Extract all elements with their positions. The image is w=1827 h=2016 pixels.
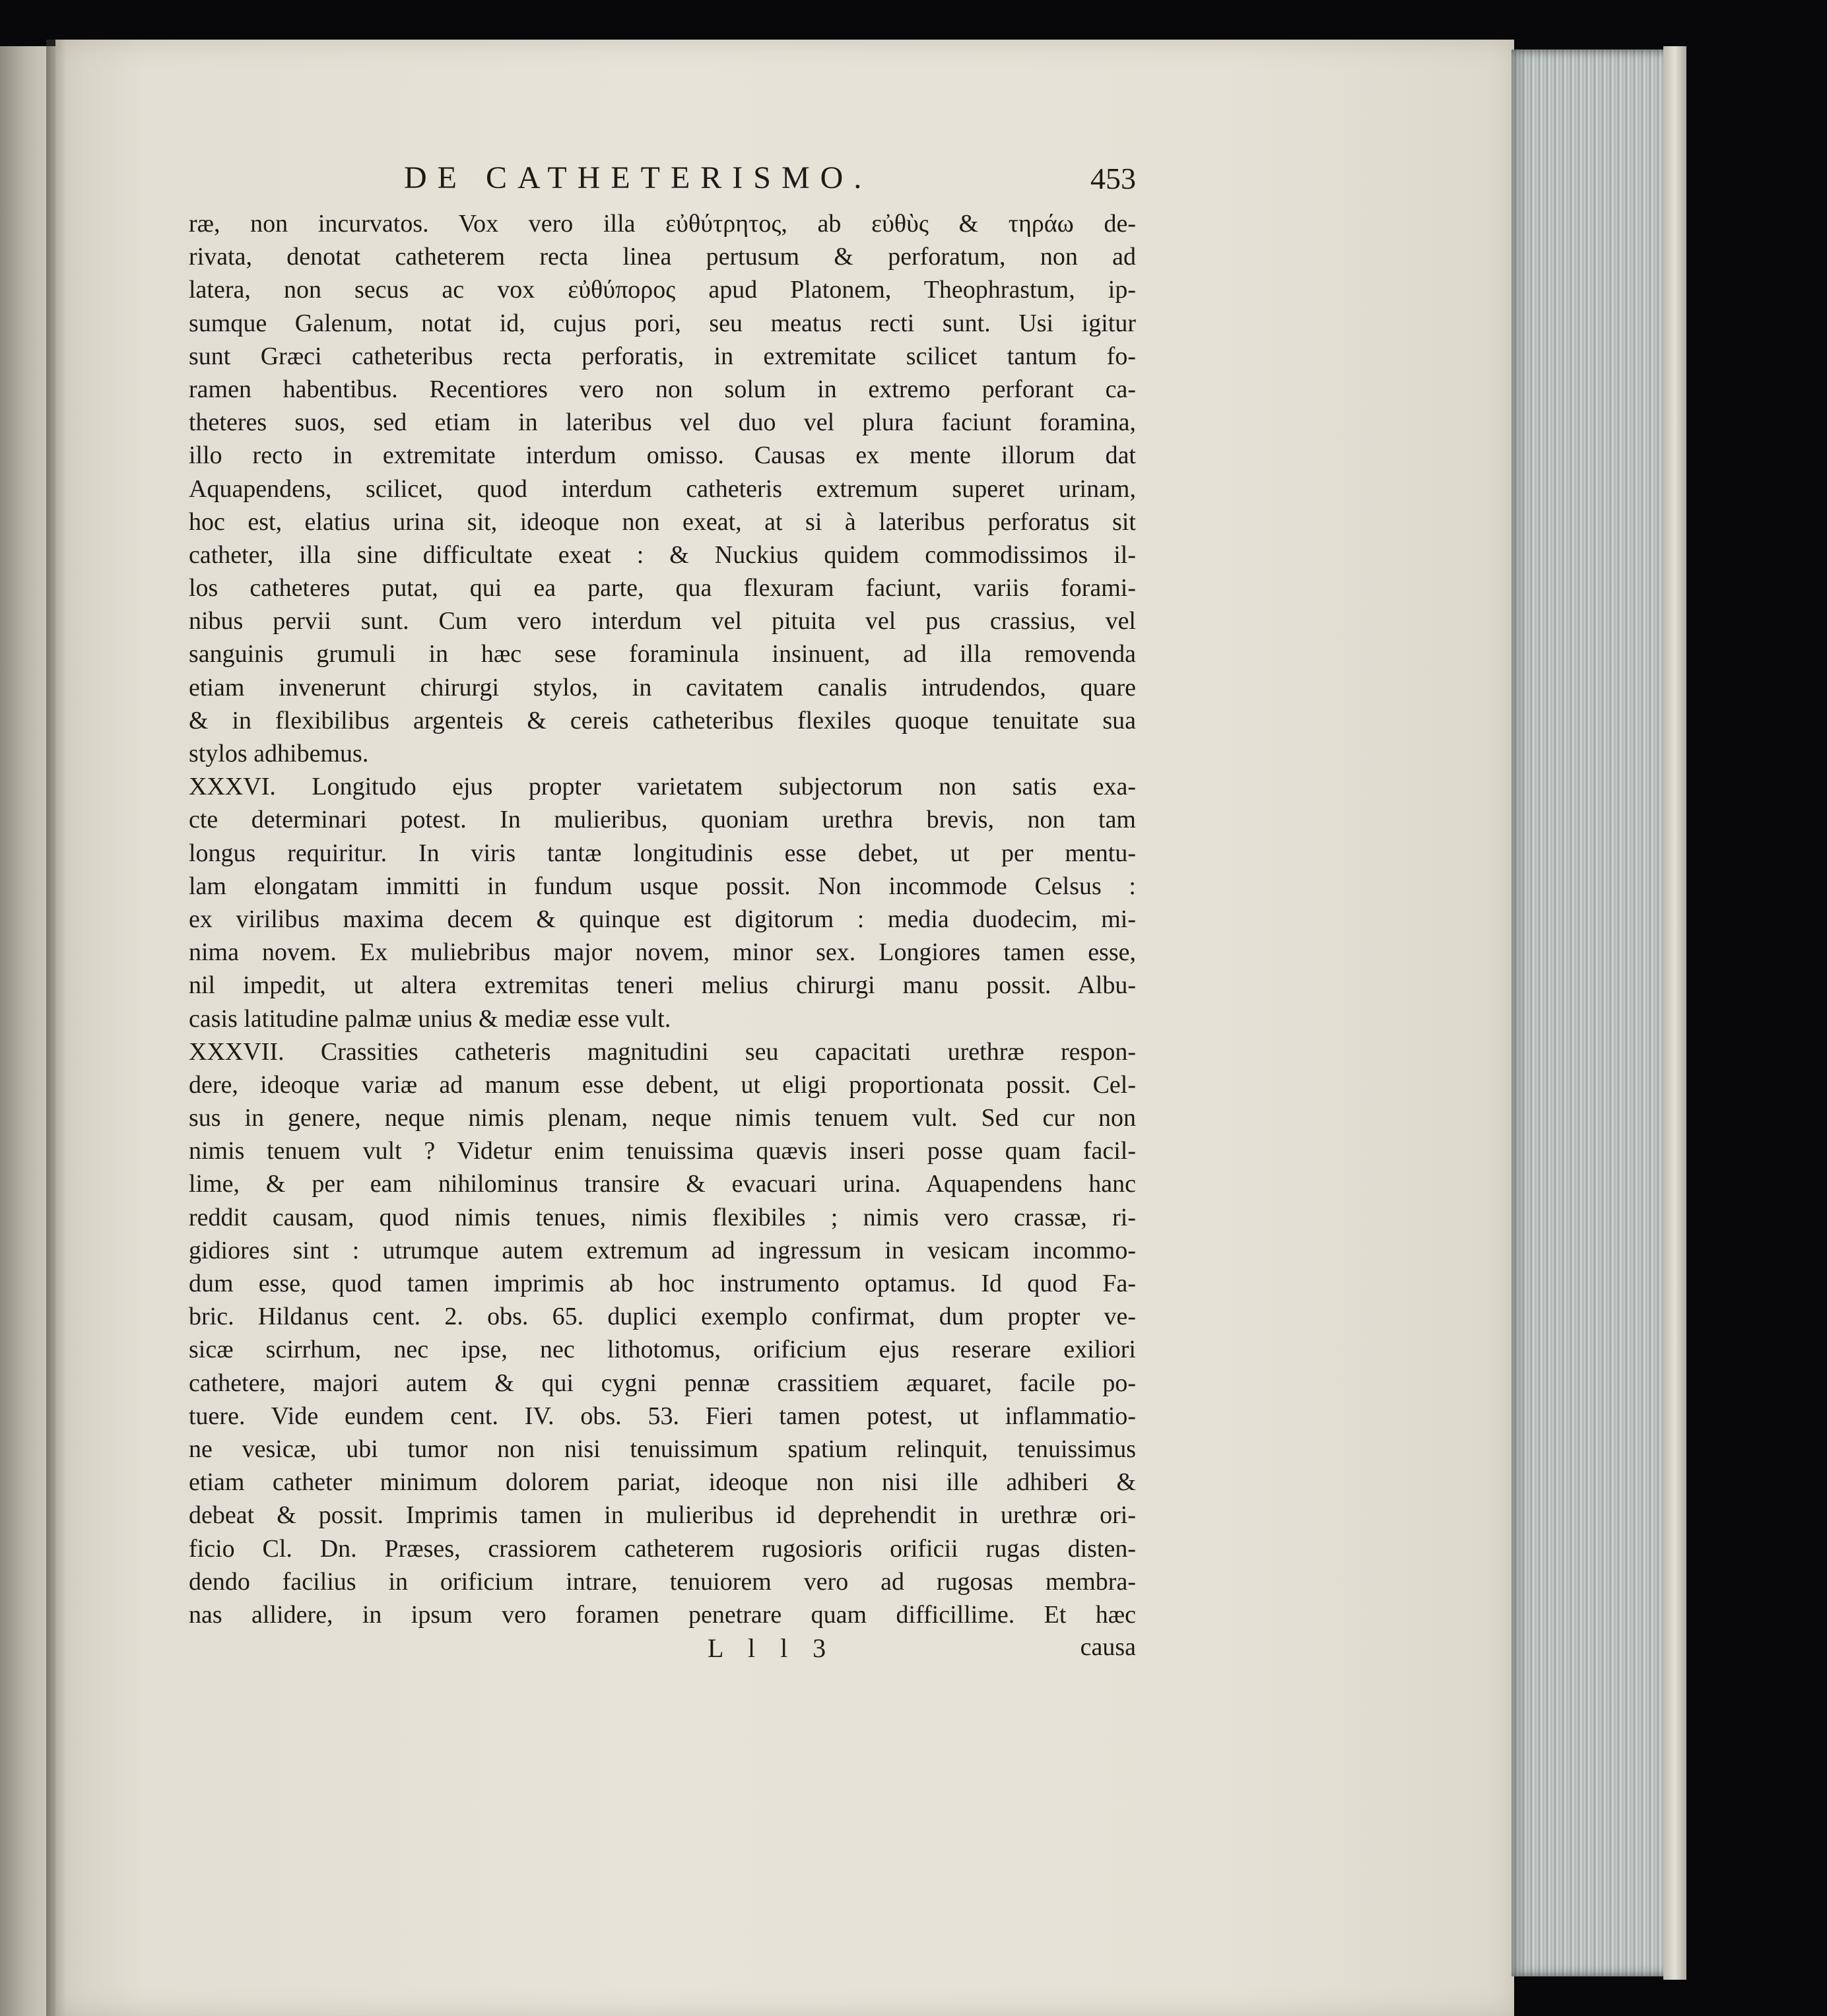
text-line: illo recto in extremitate interdum omisso. Causas ex mente illorum dat — [189, 441, 1136, 470]
text-line: & in flexibilibus argenteis & cereis catheteribus flexiles quoque tenuitate sua — [189, 706, 1136, 734]
text-line: tuere. Vide eundem cent. IV. obs. 53. Fieri tamen potest, ut inflammatio- — [189, 1402, 1136, 1430]
body-text — [189, 207, 1136, 1631]
text-line: nil impedit, ut altera extremitas teneri melius chirurgi manu possit. Albu- — [189, 971, 1136, 1000]
text-line: etiam catheter minimum dolorem pariat, ideoque non nisi ille adhiberi & — [189, 1468, 1136, 1497]
text-line: ficio Cl. Dn. Præses, crassiorem catheterem rugosioris orificii rugas disten- — [189, 1534, 1136, 1563]
text-line: bric. Hildanus cent. 2. obs. 65. duplici exemplo confirmat, dum propter ve- — [189, 1303, 1136, 1331]
text-line: ræ, non incurvatos. Vox vero illa εὐθύτρητος, ab εὐθὺς & τηράω de- — [189, 210, 1136, 238]
text-line: catheter, illa sine difficultate exeat : & Nuckius quidem commodissimos il- — [189, 540, 1136, 569]
page-number: 453 — [1090, 162, 1136, 195]
text-line: rivata, denotat catheterem recta linea pertusum & perforatum, non ad — [189, 243, 1136, 271]
running-title: DE CATHETERISMO. — [404, 160, 873, 195]
book-fore-edge — [1511, 49, 1677, 1976]
text-line: XXXVI. Longitudo ejus propter varietatem subjectorum non satis exa- — [189, 773, 1136, 801]
text-line: hoc est, elatius urina sit, ideoque non exeat, at si à lateribus perforatus sit — [189, 507, 1136, 536]
page-footer — [189, 1633, 1136, 1670]
page-gutter-shadow — [46, 40, 66, 2016]
text-line: longus requiritur. In viris tantæ longitudinis esse debet, ut per mentu- — [189, 839, 1136, 867]
text-block — [189, 160, 1136, 1670]
text-line: ne vesicæ, ubi tumor non nisi tenuissimum spatium relinquit, tenuissimus — [189, 1435, 1136, 1463]
text-line: theteres suos, sed etiam in lateribus vel duo vel plura faciunt foramina, — [189, 408, 1136, 437]
text-line: latera, non secus ac vox εὐθύπορος apud Platonem, Theophrastum, ip- — [189, 276, 1136, 304]
text-line: gidiores sint : utrumque autem extremum ad ingressum in vesicam incommo- — [189, 1236, 1136, 1264]
text-line: nimis tenuem vult ? Videtur enim tenuissima quævis inseri posse quam facil- — [189, 1137, 1136, 1165]
text-line: etiam invenerunt chirurgi stylos, in cavitatem canalis intrudendos, quare — [189, 673, 1136, 701]
text-line: sanguinis grumuli in hæc sese foraminula insinuent, ad illa removenda — [189, 640, 1136, 668]
text-line: ex virilibus maxima decem & quinque est digitorum : media duodecim, mi- — [189, 905, 1136, 933]
signature-mark: L l l 3 — [708, 1633, 836, 1664]
text-line: sus in genere, neque nimis plenam, neque nimis tenuem vult. Sed cur non — [189, 1104, 1136, 1132]
text-line: stylos adhibemus. — [189, 740, 369, 767]
text-line: dendo facilius in orificium intrare, tenuiorem vero ad rugosas membra- — [189, 1567, 1136, 1596]
text-line: XXXVII. Crassities catheteris magnitudini seu capacitati urethræ respon- — [189, 1037, 1136, 1066]
text-line: sumque Galenum, notat id, cujus pori, seu meatus recti sunt. Usi igitur — [189, 309, 1136, 337]
text-line: sunt Græci catheteribus recta perforatis, in extremitate scilicet tantum fo- — [189, 342, 1136, 370]
text-line: cathetere, majori autem & qui cygni pennæ crassitiem æquaret, facile po- — [189, 1369, 1136, 1397]
text-line: nas allidere, in ipsum vero foramen penetrare quam difficillime. Et hæc — [189, 1600, 1136, 1629]
text-line: lam elongatam immitti in fundum usque possit. Non incommode Celsus : — [189, 872, 1136, 900]
text-line: nibus pervii sunt. Cum vero interdum vel pituita vel pus crassius, vel — [189, 607, 1136, 635]
text-line: sicæ scirrhum, nec ipse, nec lithotomus, orificium ejus reserare exiliori — [189, 1336, 1136, 1364]
catchword: causa — [1080, 1633, 1136, 1662]
text-line: lime, & per eam nihilominus transire & evacuari urina. Aquapendens hanc — [189, 1170, 1136, 1198]
text-line: cte determinari potest. In mulieribus, quoniam urethra brevis, non tam — [189, 806, 1136, 834]
text-line: ramen habentibus. Recentiores vero non solum in extremo perforant ca- — [189, 375, 1136, 403]
book-cover-edge — [1663, 46, 1686, 1980]
text-line: casis latitudine palmæ unius & mediæ esse vult. — [189, 1004, 671, 1033]
text-line: debeat & possit. Imprimis tamen in mulieribus id deprehendit in urethræ ori- — [189, 1501, 1136, 1530]
text-line: nima novem. Ex muliebribus major novem, minor sex. Longiores tamen esse, — [189, 938, 1136, 967]
text-line: reddit causam, quod nimis tenues, nimis flexibiles ; nimis vero crassæ, ri- — [189, 1203, 1136, 1231]
running-head — [189, 160, 1136, 207]
text-line: los catheteres putat, qui ea parte, qua flexuram faciunt, variis forami- — [189, 574, 1136, 602]
text-line: dum esse, quod tamen imprimis ab hoc instrumento optamus. Id quod Fa- — [189, 1270, 1136, 1297]
text-line: dere, ideoque variæ ad manum esse debent, ut eligi proportionata possit. Cel- — [189, 1070, 1136, 1099]
text-line: Aquapendens, scilicet, quod interdum catheteris extremum superet urinam, — [189, 474, 1136, 503]
